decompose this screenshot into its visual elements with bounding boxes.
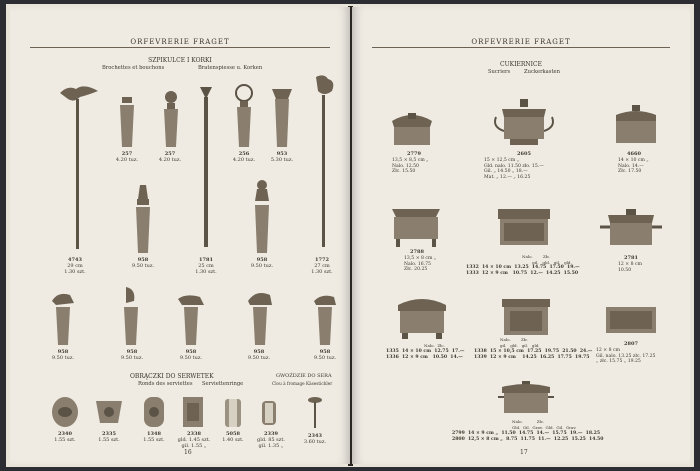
item-label: 958 9.50 tuz. — [51, 349, 75, 361]
item-label: 2335 1.55 szt. — [98, 431, 120, 443]
section-title: GWOŹDZIE DO SERA — [276, 373, 332, 379]
item-label: 958 9.50 tuz. — [131, 257, 155, 269]
cork-animal-stopper-illustration — [244, 289, 276, 347]
item-label: 958 9.50 tuz. — [247, 349, 271, 361]
section-subtitle-de: Bratenspiesse u. Korken — [198, 65, 263, 71]
price-table-row: 2800 12,5 × 8 cm „ 8.75 11.75 11.— 12.25 15.25 14.50 — [452, 437, 604, 442]
napkin-ring-illustration — [50, 395, 80, 429]
cheese-pick-illustration — [306, 395, 324, 431]
sugar-bowl-illustration — [492, 97, 556, 149]
sugar-box-illustration — [498, 297, 554, 341]
item-number: 2781 — [624, 255, 638, 261]
sugar-casket-illustration — [598, 207, 664, 251]
item-price: 13,5 × 8 cm „ Nalo. 16.75 Złc. 20.25 — [404, 256, 437, 273]
item-label: 257 4.20 tuz. — [158, 151, 182, 163]
price-table-row: 1339 12 × 9 cm 14.25 16.25 17.75 19.75 — [474, 355, 590, 360]
price-table-header: Nalo. Złc. gil. gld. gil. gld. — [522, 254, 572, 265]
sugar-box-illustration — [498, 379, 554, 419]
item-number: 2807 — [624, 341, 638, 347]
skewer-bird-illustration — [54, 77, 104, 255]
skewer-rooster-illustration — [310, 73, 338, 255]
price-table-header: Nalo. Złc. Gld. Gil. Grav. Gld. Gil. Grav. — [512, 419, 577, 430]
item-label: 958 9.50 tuz. — [120, 349, 144, 361]
section-title: SZPIKULCE I KORKI — [148, 57, 212, 64]
item-number: 2605 — [517, 151, 531, 157]
price-table-row: 2799 14 × 9 cm „ 11.50 14.75 14.— 15.75 19.— 18.25 — [452, 431, 601, 436]
header-rule — [372, 47, 670, 48]
section-title: CUKIERNICE — [500, 61, 542, 68]
price-table-row: 1338 15 × 10,5 cm 17.25 19.75 21.50 24.— — [474, 349, 593, 354]
item-label: 1781 25 cm 1.30 szt. — [195, 257, 217, 275]
sugar-box-illustration — [604, 305, 658, 339]
section-subtitle-de: Zuckerkasten — [524, 69, 560, 75]
section-subtitle-fr: Ronds des serviettes — [138, 381, 193, 387]
sugar-casket-illustration — [386, 203, 446, 249]
cork-figure-stopper-illustration — [250, 179, 274, 255]
item-label: 958 9.50 tuz. — [250, 257, 274, 269]
item-label: 958 9.50 tuz. — [313, 349, 337, 361]
cork-ring-stopper-illustration — [232, 83, 256, 149]
cork-animal-stopper-illustration — [48, 289, 78, 347]
item-price: 15 × 12,5 cm „ Gld. nalo. 11.50 zło. 15.— Gil. „ 14.50 „ 18.— Mat. „ 12.— „ 16.25 — [484, 158, 544, 180]
item-label: 5058 1.40 szt. — [222, 431, 244, 443]
price-table-row: 1336 12 × 9 cm 10.50 14.— — [386, 355, 463, 360]
item-label: 958 9.50 tuz. — [179, 349, 203, 361]
price-table-header: Nalo. Złc. gil. gld. gil. gld. — [500, 337, 540, 348]
header-rule — [30, 47, 330, 48]
price-table-row: 1335 14 × 10 cm 12.75 17.— — [386, 349, 465, 354]
sugar-box-illustration — [610, 103, 662, 149]
cork-animal-stopper-illustration — [310, 291, 340, 347]
item-price: 12 × 8 cm Gil. nalo. 13.25 złc. 17.25 „ złc. 15.75 „ 19.25 — [596, 348, 656, 365]
page-number: 17 — [520, 449, 528, 456]
catalog-page-right — [352, 7, 690, 464]
napkin-ring-illustration — [180, 395, 206, 429]
item-label: 2339 gld. 85 szt. gil. 1.35 „ — [257, 431, 285, 449]
cork-animal-stopper-illustration — [118, 285, 144, 347]
item-label: 2340 1.55 szt. — [54, 431, 76, 443]
page-header: ORFEVRERIE FRAGET — [471, 38, 571, 46]
item-label: 2338 gld. 1.45 szt. gil. 1.55 „ — [177, 431, 211, 449]
price-table-header: Nalo. Złc. — [424, 343, 445, 348]
napkin-ring-illustration — [222, 397, 244, 429]
item-price: 13,5 × 8,5 cm „ Nalo. 12.50 Złc. 15.50 — [392, 158, 429, 175]
section-subtitle-de: Serviettenringe — [202, 381, 244, 387]
section-subtitle: Clou à fromage Käsestichler — [272, 381, 333, 386]
item-number: 2788 — [410, 249, 424, 255]
item-label: 4743 29 cm 1.30 szt. — [64, 257, 86, 275]
cork-animal-stopper-illustration — [176, 289, 206, 347]
item-price: 12 × 8 cm 10.50 — [618, 262, 642, 273]
sugar-box-illustration — [392, 293, 452, 343]
item-number: 4660 — [627, 151, 641, 157]
cork-ball-stopper-illustration — [160, 89, 182, 149]
cork-stopper-illustration — [116, 95, 138, 149]
page-number: 16 — [184, 449, 192, 456]
cork-figure-stopper-illustration — [132, 183, 154, 255]
item-label: 953 5.30 tuz. — [270, 151, 294, 163]
item-label: 2343 3.60 tuz. — [303, 433, 327, 445]
item-number: 2779 — [407, 151, 421, 157]
sugar-casket-illustration — [494, 207, 554, 251]
napkin-ring-illustration — [260, 399, 278, 427]
section-subtitle-fr: Brochettes et bouchons — [102, 65, 165, 71]
item-label: 1772 27 cm 1.30 szt. — [311, 257, 333, 275]
price-table-row: 1332 14 × 10 cm 13.25 14.75 17.50 19.— — [466, 265, 580, 270]
skewer-arrow-illustration — [196, 83, 216, 255]
section-subtitle-fr: Sucriers — [488, 69, 511, 75]
price-table-row: 1333 12 × 9 cm 10.75 12.— 14.25 15.50 — [466, 271, 579, 276]
napkin-ring-illustration — [140, 395, 168, 429]
cork-cup-stopper-illustration — [270, 87, 294, 149]
item-label: 256 4.20 tuz. — [232, 151, 256, 163]
sugar-box-illustration — [386, 105, 438, 149]
section-title: OBRĄCZKI DO SERWETEK — [130, 373, 214, 380]
item-label: 257 4.20 tuz. — [115, 151, 139, 163]
item-label: 1348 1.55 szt. — [143, 431, 165, 443]
napkin-ring-illustration — [92, 395, 126, 429]
item-price: 14 × 10 cm „ Nalo. 14.— Złc. 17.50 — [618, 158, 649, 175]
catalog-page-left — [10, 7, 350, 464]
page-header: ORFEVRERIE FRAGET — [130, 38, 230, 46]
